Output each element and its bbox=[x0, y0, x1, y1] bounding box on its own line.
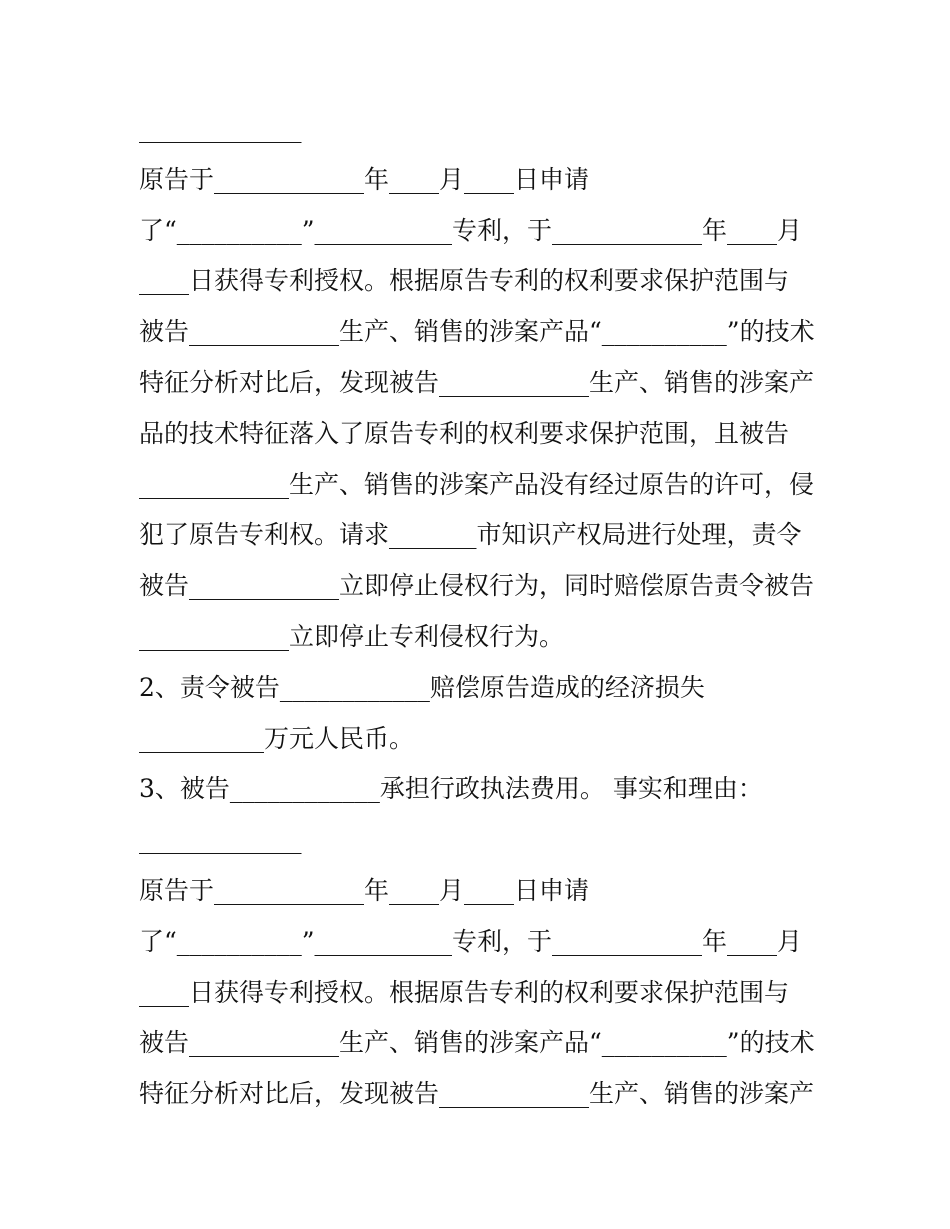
text-line: 了“__________”___________专利，于____________年____月 bbox=[139, 926, 803, 956]
text-line: 特征分析对比后，发现被告____________生产、销售的涉案产 bbox=[139, 367, 815, 397]
text-line: __________万元人民币。 bbox=[139, 723, 415, 753]
text-line: ____________生产、销售的涉案产品没有经过原告的许可，侵 bbox=[139, 469, 815, 499]
text-line: 犯了原告专利权。请求_______市知识产权局进行处理，责令 bbox=[139, 520, 802, 550]
text-line: 特征分析对比后，发现被告____________生产、销售的涉案产 bbox=[139, 1079, 815, 1109]
document-body bbox=[139, 104, 819, 1120]
text-line: 了“__________”___________专利，于____________年____月 bbox=[139, 215, 803, 245]
text-line: ____日获得专利授权。根据原告专利的权利要求保护范围与 bbox=[139, 266, 790, 296]
text-line: _____________ bbox=[139, 825, 302, 855]
text-line: 被告____________生产、销售的涉案产品“__________”的技术 bbox=[139, 317, 815, 347]
text-line: 被告____________立即停止侵权行为，同时赔偿原告责令被告 bbox=[139, 571, 815, 601]
text-line: ____日获得专利授权。根据原告专利的权利要求保护范围与 bbox=[139, 977, 790, 1007]
text-line: ____________立即停止专利侵权行为。 bbox=[139, 621, 565, 651]
text-line: _____________ bbox=[139, 114, 302, 143]
list-item-2: 2、责令被告____________赔偿原告造成的经济损失 bbox=[139, 672, 705, 702]
text-line: 被告____________生产、销售的涉案产品“__________”的技术 bbox=[139, 1028, 815, 1058]
text-line: 原告于____________年____月____日申请 bbox=[139, 875, 590, 905]
text-line: 原告于____________年____月____日申请 bbox=[139, 164, 590, 194]
list-item-3: 3、被告____________承担行政执法费用。 事实和理由： bbox=[139, 774, 763, 804]
text-line: 品的技术特征落入了原告专利的权利要求保护范围，且被告 bbox=[139, 418, 790, 448]
